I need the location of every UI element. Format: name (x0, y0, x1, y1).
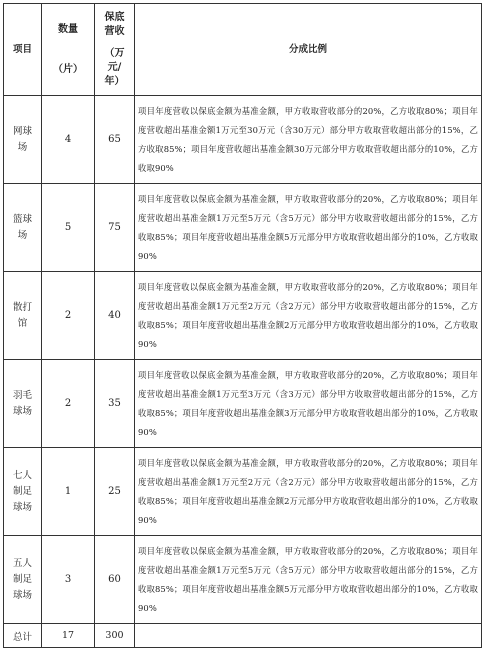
table-header-row (4, 4, 482, 96)
row-ratio: 项目年度营收以保底金额为基准金额，甲方收取营收部分的20%，乙方收取80%；项目年度营收超出基准金额1万元至3万元（含3万元）部分甲方收取营收超出部分的15%，乙方收取85%；项目年度营收超出基准金额3万元部分甲方收取营收超出部分的10%，乙方收取90% (135, 360, 482, 448)
row-count: 2 (42, 360, 95, 448)
row-name (4, 184, 42, 272)
header-ratio: 分成比例 (135, 4, 482, 96)
row-name (4, 272, 42, 360)
row-fee: 40 (95, 272, 135, 360)
row-count: 4 (42, 96, 95, 184)
row-ratio: 项目年度营收以保底金额为基准金额，甲方收取营收部分的20%，乙方收取80%；项目年度营收超出基准金额1万元至2万元（含2万元）部分甲方收取营收超出部分的15%，乙方收取85%；项目年度营收超出基准金额2万元部分甲方收取营收超出部分的10%，乙方收取90% (135, 448, 482, 536)
table-row (4, 96, 482, 184)
row-name-line: 七人 (12, 469, 32, 481)
row-name-line: 馆 (17, 317, 28, 329)
row-name-line: 五人 (12, 557, 32, 569)
row-fee: 25 (95, 448, 135, 536)
header-fee-title-2: 营收 (104, 25, 125, 37)
total-label: 总计 (4, 624, 42, 648)
row-fee: 65 (95, 96, 135, 184)
revenue-share-table (3, 3, 482, 648)
row-name-line: 制足 (12, 573, 32, 585)
row-count: 5 (42, 184, 95, 272)
table-row (4, 448, 482, 536)
header-fee-unit-2: 元/ (107, 61, 122, 73)
total-count: 17 (42, 624, 95, 648)
header-count-title: 数量 (58, 23, 78, 35)
table-row (4, 360, 482, 448)
row-name-line: 场 (17, 141, 28, 153)
header-fee (95, 4, 135, 96)
header-count (42, 4, 95, 96)
header-fee-unit-3: 年） (104, 75, 125, 87)
row-fee: 75 (95, 184, 135, 272)
row-name-line: 网球 (12, 125, 32, 137)
table-row (4, 272, 482, 360)
row-name-line: 球场 (12, 589, 32, 601)
row-count: 2 (42, 272, 95, 360)
row-name-line: 球场 (12, 405, 32, 417)
row-name (4, 536, 42, 624)
header-fee-unit-1: （万 (104, 47, 125, 59)
row-name-line: 制足 (12, 485, 32, 497)
row-name-line: 散打 (12, 301, 32, 313)
row-fee: 35 (95, 360, 135, 448)
row-name-line: 篮球 (12, 213, 32, 225)
row-ratio: 项目年度营收以保底金额为基准金额，甲方收取营收部分的20%，乙方收取80%；项目年度营收超出基准金额1万元至30万元（含30万元）部分甲方收取营收超出部分的15%，乙方收取85%；项目年度营收超出基准金额30万元部分甲方收取营收超出部分的10%，乙方收取90% (135, 96, 482, 184)
row-fee: 60 (95, 536, 135, 624)
row-name (4, 96, 42, 184)
row-name-line: 羽毛 (12, 389, 32, 401)
row-count: 1 (42, 448, 95, 536)
row-count: 3 (42, 536, 95, 624)
row-ratio: 项目年度营收以保底金额为基准金额，甲方收取营收部分的20%，乙方收取80%；项目年度营收超出基准金额1万元至5万元（含5万元）部分甲方收取营收超出部分的15%，乙方收取85%；项目年度营收超出基准金额5万元部分甲方收取营收超出部分的10%，乙方收取90% (135, 184, 482, 272)
row-name (4, 360, 42, 448)
row-name-line: 球场 (12, 501, 32, 513)
row-ratio: 项目年度营收以保底金额为基准金额，甲方收取营收部分的20%，乙方收取80%；项目年度营收超出基准金额1万元至2万元（含2万元）部分甲方收取营收超出部分的15%，乙方收取85%；项目年度营收超出基准金额2万元部分甲方收取营收超出部分的10%，乙方收取90% (135, 272, 482, 360)
row-name-line: 场 (17, 229, 28, 241)
table-row (4, 184, 482, 272)
total-fee: 300 (95, 624, 135, 648)
header-fee-title-1: 保底 (104, 11, 125, 23)
header-count-unit: （片） (53, 63, 83, 75)
header-item: 项目 (4, 4, 42, 96)
table-row (4, 536, 482, 624)
row-ratio: 项目年度营收以保底金额为基准金额，甲方收取营收部分的20%，乙方收取80%；项目年度营收超出基准金额1万元至5万元（含5万元）部分甲方收取营收超出部分的15%，乙方收取85%；项目年度营收超出基准金额5万元部分甲方收取营收超出部分的10%，乙方收取90% (135, 536, 482, 624)
row-name (4, 448, 42, 536)
